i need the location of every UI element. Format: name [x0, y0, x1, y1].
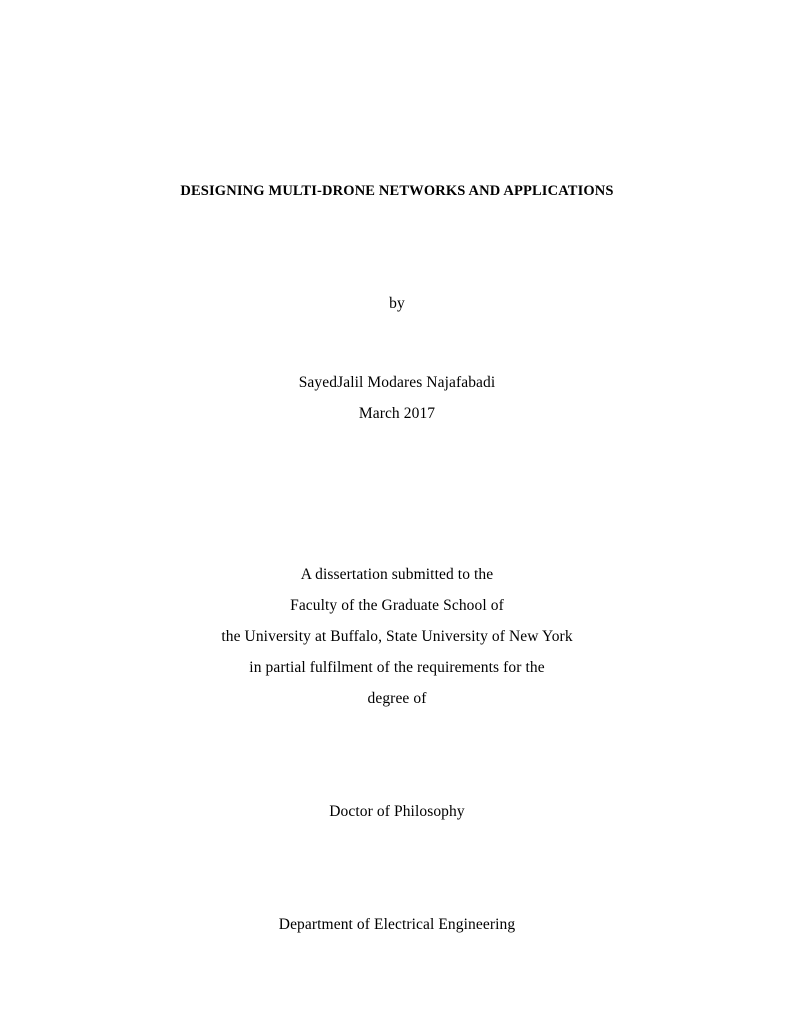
submission-statement	[0, 559, 794, 714]
statement-line-3: the University at Buffalo, State University of New York	[221, 628, 573, 645]
author-block	[0, 367, 794, 398]
by-block	[0, 288, 794, 319]
statement-line-2: Faculty of the Graduate School of	[290, 597, 504, 614]
page-title: DESIGNING MULTI-DRONE NETWORKS AND APPLICATIONS	[180, 183, 614, 199]
statement-line-4: in partial fulfilment of the requirements for the	[249, 659, 545, 676]
statement-line-1: A dissertation submitted to the	[300, 566, 494, 583]
author-name: SayedJalil Modares Najafabadi	[298, 374, 496, 391]
degree-block	[0, 796, 794, 827]
by-label: by	[389, 295, 405, 312]
date-block	[0, 398, 794, 429]
date: March 2017	[358, 405, 436, 422]
department-name: Department of Electrical Engineering	[278, 916, 516, 933]
department-block	[0, 909, 794, 940]
statement-line-5: degree of	[367, 690, 427, 707]
degree-name: Doctor of Philosophy	[329, 803, 465, 820]
title-block	[0, 176, 794, 207]
